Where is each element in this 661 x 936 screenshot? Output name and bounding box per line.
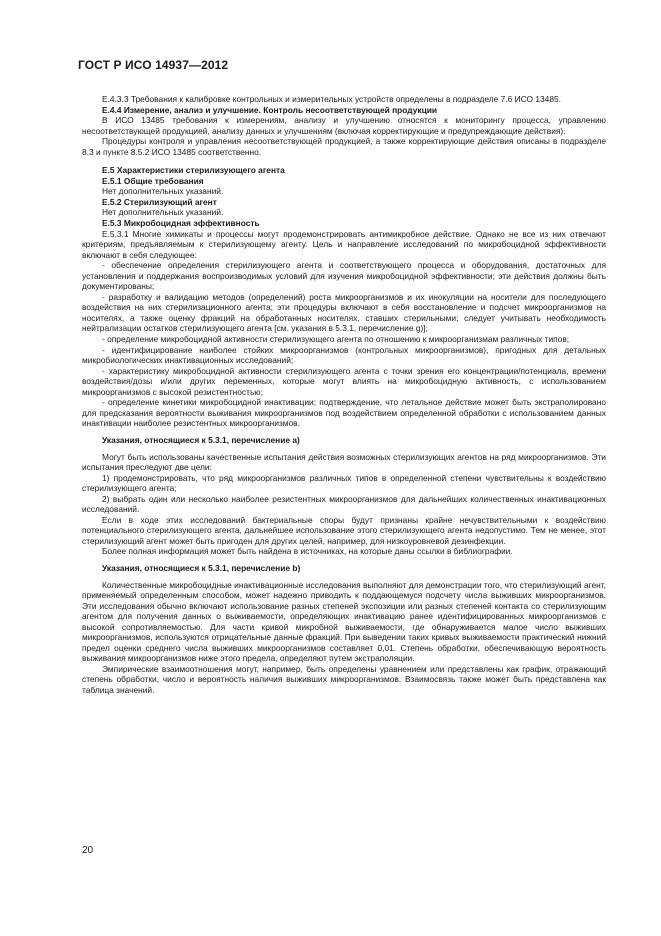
- page-header: ГОСТ Р ИСО 14937—2012: [78, 58, 229, 72]
- paragraph: Более полная информация может быть найдена в источниках, на которые даны ссылки в библиографии.: [102, 546, 513, 557]
- paragraph: Е.4.3.3 Требования к калибровке контрольных и измерительных устройств определены в подразделе 7.6 ИСО 13485.: [102, 94, 561, 104]
- paragraph: - разработку и валидацию методов (определений) роста микроорганизмов и их инокуляции на носители для последующего воздействия на них стерилизационного агента; эти процедуры включают в себя восстановление и подсчет микроорганизмов на носителях, а также оценку фракций на обработанных носителях, ставших стерильными; следует учитывать необходимость нейтрализации остатков стерилизующего агента [см. указания в 5.3.1, перечисление g)];: [82, 291, 606, 334]
- section-heading: Е.4.4 Измерение, анализ и улучшение. Контроль несоответствующей продукции: [102, 104, 438, 115]
- paragraph: Количественные микробоцидные инактивационные исследования выполняют для демонстрации того, что стерилизующий агент, применяемый определенным способом, может надежно приводить к поддающемуся подсчету числа выживших микроорганизмов. Эти исследования обычно включают использование разных степеней экспозиции или разных степеней контакта со стерилизующим агентом для получения данных о выживаемости, определяющих инактивацию ранее идентифицированных микроорганизмов с высокой сопротивляемостью. Для части кривой микробной выживаемости, где обнаруживается малое число выживших микроорганизмов, используются отрицательные данные фракций. При выведении таких кривых выживаемости практический нижний предел оценки среднего числа выживших микроорганизмов составляет 0,01. Степень обработки, обеспечивающую вероятность выживания микроорганизмов ниже этого предела, определяют путем экстраполяции.: [82, 579, 606, 664]
- paragraph: 2) выбрать один или несколько наиболее резистентных микроорганизмов для дальнейших количественных инактивационных исследований.: [82, 493, 606, 515]
- paragraph: - идентифицирование наиболее стойких микроорганизмов (контрольных микроорганизмов), пригодных для детальных микробиологических инактивационных исследований;: [82, 344, 606, 366]
- paragraph: Процедуры контроля и управления несоответствующей продукцией, а также корректирующие действия описаны в подразделе 8.3 и пункте 8.5.2 ИСО 13485 соответственно.: [82, 136, 606, 157]
- paragraph: - определение микробоцидной активности стерилизующего агента по отношению к микроорганизмам различных типов;: [102, 334, 570, 345]
- paragraph: Если в ходе этих исследований бактериальные споры будут признаны крайне нечувствительными к воздействию потенциального стерилизующего агента, дальнейшее использование этого стерилизующего агента недопустимо. Тем не менее, этот стерилизующий агент может быть пригоден для других целей, например, для низкоуровневой дезинфекции.: [82, 514, 606, 546]
- paragraph: - определение кинетики микробоцидной инактивации; подтверждение, что летальное действие может быть экстраполировано для предсказания вероятности выживания микроорганизмов под воздействием определенной обработки с использованием данных инактивации наиболее резистентных микроорганизмов.: [82, 397, 606, 429]
- paragraph: 1) продемонстрировать, что ряд микроорганизмов различных типов в определенной степени чувствительны к воздействию стерилизующего агента;: [82, 472, 606, 494]
- guidance-subtitle: Указания, относящиеся к 5.3.1, перечисление а): [102, 434, 300, 445]
- paragraph: В ИСО 13485 требования к измерениям, анализу и улучшению относятся к мониторингу процесса, управлению несоответствующей продукцией, анализу данных и улучшениям (включая корректирующие и предупреждающие действия).: [82, 115, 606, 136]
- paragraph: - характеристику микробоцидной активности стерилизующего агента с точки зрения его концентрации/потенциала, времени воздействия/дозы и/или других переменных, которые могут влиять на микробоцидную активность, с использованием микроорганизмов с высокой резистентностью;: [82, 365, 606, 397]
- page-number: 20: [82, 845, 94, 856]
- paragraph: Е.5.3.1 Многие химикаты и процессы могут продемонстрировать антимикробное действие. Однако не все из них отвечают критериям, предъявляемым к стерилизующему агенту. Цель и направление исследований по микробоцидной эффективности включают в себя следующее:: [82, 228, 606, 260]
- paragraph: Могут быть использованы качественные испытания действия возможных стерилизующих агентов на ряд микроорганизмов. Эти испытания преследуют две цели:: [82, 451, 606, 473]
- document-body: [82, 94, 606, 696]
- paragraph: Нет дополнительных указаний.: [102, 207, 224, 218]
- section-heading: Е.5.3 Микробоцидная эффективность: [102, 218, 260, 229]
- paragraph: Нет дополнительных указаний.: [102, 186, 224, 197]
- section-heading: Е.5.1 Общие требования: [102, 175, 204, 186]
- paragraph: - обеспечение определения стерилизующего агента и соответствующего процесса и оборудования, достаточных для установления и поддержания воспроизводимых условий для изучения микробоцидной эффективности; эти действия должны быть документированы;: [82, 260, 606, 292]
- paragraph: Эмпирические взаимоотношения могут, например, быть определены уравнением или представлены как график, отражающий степень обработки, число и вероятность наличия выживших микроорганизмов. Взаимосвязь также может быть представлена как таблица значений.: [82, 663, 606, 695]
- section-heading: Е.5.2 Стерилизующий агент: [102, 196, 217, 207]
- section-heading: Е.5 Характеристики стерилизующего агента: [102, 165, 285, 176]
- guidance-subtitle: Указания, относящиеся к 5.3.1, перечисление b): [102, 562, 301, 573]
